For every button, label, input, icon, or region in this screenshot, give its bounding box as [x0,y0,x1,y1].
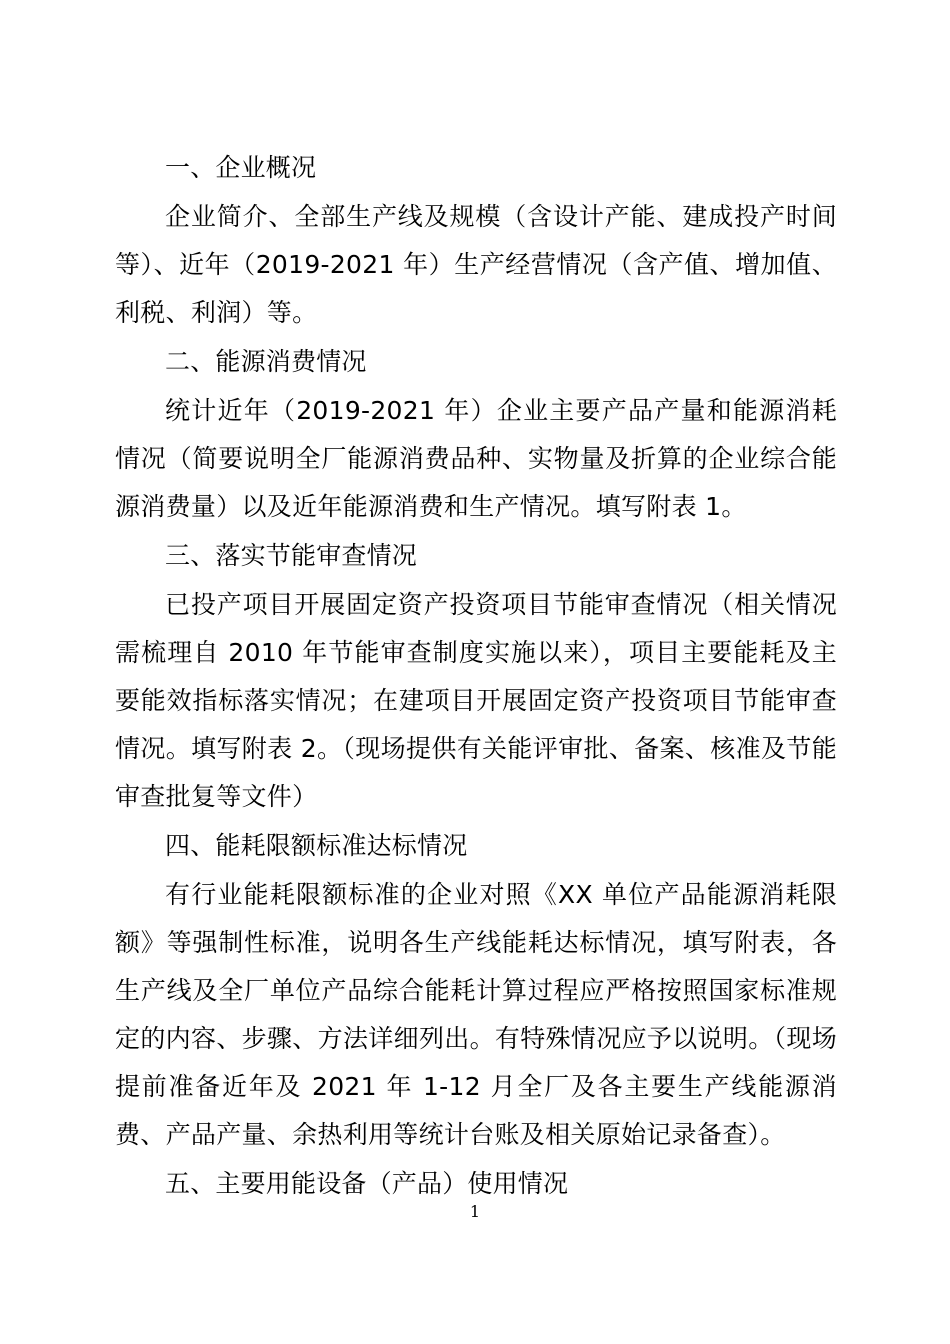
section-body-2: 统计近年（2019-2021 年）企业主要产品产量和能源消耗情况（简要说明全厂能源消费品种、实物量及折算的企业综合能源消费量）以及近年能源消费和生产情况。填写附表 1。 [115,396,837,521]
document-body [115,144,837,1209]
section-heading-4: 四、能耗限额标准达标情况 [165,831,468,860]
page-number: 1 [469,1202,481,1221]
section-heading-1: 一、企业概况 [165,153,317,182]
section-body-4: 有行业能耗限额标准的企业对照《XX 单位产品能源消耗限额》等强制性标准，说明各生产线能耗达标情况，填写附表，各生产线及全厂单位产品综合能耗计算过程应严格按照国家标准规定的内容、步骤、方法详细列出。有特殊情况应予以说明。（现场提前准备近年及 2021 年 1-12 月全厂及各主要生产线能源消费、产品产量、余热利用等统计台账及相关原始记录备查）。 [115,880,837,1149]
section-heading-5: 五、主要用能设备（产品）使用情况 [165,1169,569,1198]
section-body-1: 企业简介、全部生产线及规模（含设计产能、建成投产时间等）、近年（2019-2021 年）生产经营情况（含产值、增加值、利税、利润）等。 [115,202,837,327]
section-heading-3: 三、落实节能审查情况 [165,541,418,570]
section-heading-2: 二、能源消费情况 [165,347,367,376]
section-body-3: 已投产项目开展固定资产投资项目节能审查情况（相关情况需梳理自 2010 年节能审查制度实施以来），项目主要能耗及主要能效指标落实情况；在建项目开展固定资产投资项目节能审查情况。填写附表 2。（现场提供有关能评审批、备案、核准及节能审查批复等文件） [115,590,837,811]
